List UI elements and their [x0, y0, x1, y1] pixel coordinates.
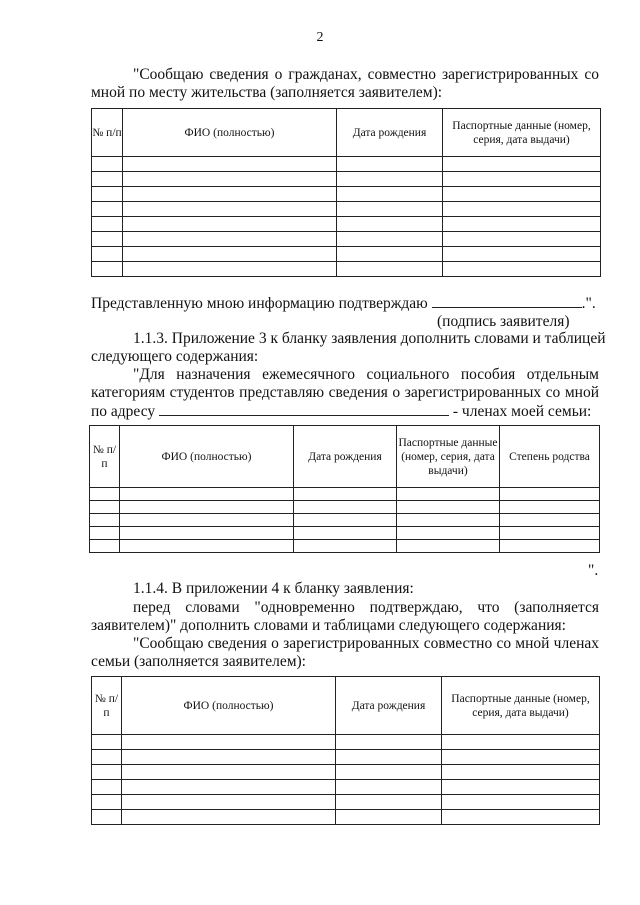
table-cell[interactable] [442, 750, 600, 765]
table-cell[interactable] [337, 157, 443, 172]
table-row [92, 202, 601, 217]
table-family-members [91, 676, 600, 825]
col-header-number: № п/п [92, 109, 123, 157]
table-cell[interactable] [123, 262, 337, 277]
table-cell[interactable] [92, 735, 122, 750]
address-tail: - членах моей семьи: [452, 403, 592, 420]
table-row [92, 795, 600, 810]
section1-line1: "Сообщаю сведения о гражданах, совместно зарегистрированных со [133, 66, 599, 83]
table-cell[interactable] [337, 232, 443, 247]
table-cell[interactable] [92, 750, 122, 765]
section3-line1: 1.1.4. В приложении 4 к бланку заявления: [133, 580, 414, 597]
table-cell[interactable] [397, 527, 500, 540]
table-cell[interactable] [442, 735, 600, 750]
table-row [90, 488, 600, 501]
table-cell[interactable] [500, 514, 600, 527]
col-header-passport: Паспортные данные (номер, серия, дата выдачи) [443, 109, 601, 157]
table-cell[interactable] [337, 217, 443, 232]
table-cell[interactable] [120, 527, 294, 540]
table2-end: ". [588, 562, 599, 579]
confirm-end: .". [581, 295, 596, 312]
table-cell[interactable] [123, 172, 337, 187]
table-cell[interactable] [92, 202, 123, 217]
table-cell[interactable] [122, 735, 336, 750]
table-cell[interactable] [92, 247, 123, 262]
table-cell[interactable] [442, 765, 600, 780]
col-header-birthdate: Дата рождения [336, 677, 442, 735]
table-cell[interactable] [337, 202, 443, 217]
table-cell[interactable] [337, 172, 443, 187]
table-cell[interactable] [443, 187, 601, 202]
table-cell[interactable] [294, 488, 397, 501]
section2-line4: категориям студентов представляю сведения о зарегистрированных со мной [91, 384, 599, 401]
table-cell[interactable] [397, 501, 500, 514]
table-cell[interactable] [443, 262, 601, 277]
table-row [90, 527, 600, 540]
section3-line4: "Сообщаю сведения о зарегистрированных совместно со мной членах [133, 635, 599, 652]
table-cell[interactable] [92, 795, 122, 810]
col-header-passport: Паспортные данные (номер, серия, дата выдачи) [442, 677, 600, 735]
table-cell[interactable] [336, 735, 442, 750]
table-cell[interactable] [122, 810, 336, 825]
table-citizens [91, 108, 601, 277]
table-cell[interactable] [123, 157, 337, 172]
table-row [90, 501, 600, 514]
section3-line3: заявителем)" дополнить словами и таблицами следующего содержания: [91, 617, 566, 634]
table-row [92, 750, 600, 765]
table-row [92, 217, 601, 232]
table-cell[interactable] [294, 527, 397, 540]
table-cell[interactable] [120, 488, 294, 501]
table-cell[interactable] [294, 514, 397, 527]
table-cell[interactable] [92, 157, 123, 172]
col-header-fio: ФИО (полностью) [122, 677, 336, 735]
table-cell[interactable] [336, 795, 442, 810]
table-cell[interactable] [92, 217, 123, 232]
table-cell[interactable] [92, 172, 123, 187]
table-cell[interactable] [92, 187, 123, 202]
table-cell[interactable] [120, 540, 294, 553]
table-family-students [89, 425, 600, 553]
table-cell[interactable] [90, 501, 120, 514]
table-cell[interactable] [443, 247, 601, 262]
section1-line2: мной по месту жительства (заполняется заявителем): [91, 84, 443, 101]
table-cell[interactable] [337, 262, 443, 277]
table-cell[interactable] [500, 527, 600, 540]
table-cell[interactable] [443, 232, 601, 247]
col-header-birthdate: Дата рождения [294, 426, 397, 488]
table-cell[interactable] [294, 501, 397, 514]
table-cell[interactable] [123, 202, 337, 217]
table-cell[interactable] [122, 795, 336, 810]
table-cell[interactable] [336, 765, 442, 780]
table-cell[interactable] [337, 247, 443, 262]
col-header-number: № п/п [92, 677, 122, 735]
table-cell[interactable] [122, 765, 336, 780]
section3-line2: перед словами "одновременно подтверждаю, что (заполняется [133, 599, 599, 616]
table-cell[interactable] [92, 765, 122, 780]
table-row [92, 735, 600, 750]
table-cell[interactable] [120, 501, 294, 514]
table-row [92, 232, 601, 247]
table-cell[interactable] [500, 540, 600, 553]
table-cell[interactable] [123, 217, 337, 232]
table-row [92, 157, 601, 172]
col-header-birthdate: Дата рождения [337, 109, 443, 157]
col-header-relation: Степень родства [500, 426, 600, 488]
table-cell[interactable] [500, 488, 600, 501]
col-header-passport: Паспортные данные (номер, серия, дата выдачи) [397, 426, 500, 488]
table-cell[interactable] [90, 527, 120, 540]
section2-line1: 1.1.3. Приложение 3 к бланку заявления дополнить словами и таблицей [133, 330, 606, 347]
table-cell[interactable] [443, 157, 601, 172]
table-row [92, 780, 600, 795]
col-header-number: № п/п [90, 426, 120, 488]
table-cell[interactable] [442, 810, 600, 825]
confirm-text: Представленную мною информацию подтверждаю [91, 295, 428, 312]
table-cell[interactable] [397, 488, 500, 501]
signature-caption: (подпись заявителя) [437, 313, 570, 330]
table-cell[interactable] [397, 514, 500, 527]
table-row [92, 172, 601, 187]
confirm-line [91, 294, 596, 313]
table-cell[interactable] [92, 232, 123, 247]
table-cell[interactable] [92, 780, 122, 795]
address-label: по адресу [91, 403, 156, 420]
table-row [92, 765, 600, 780]
table-cell[interactable] [120, 514, 294, 527]
table-row [92, 187, 601, 202]
table-cell[interactable] [443, 202, 601, 217]
table-cell[interactable] [123, 187, 337, 202]
table-row [92, 262, 601, 277]
table-cell[interactable] [442, 795, 600, 810]
table-cell[interactable] [443, 172, 601, 187]
table-cell[interactable] [500, 501, 600, 514]
table-cell[interactable] [442, 780, 600, 795]
table-cell[interactable] [90, 540, 120, 553]
table-cell[interactable] [90, 514, 120, 527]
col-header-fio: ФИО (полностью) [120, 426, 294, 488]
table-cell[interactable] [92, 262, 123, 277]
section2-line5 [91, 402, 591, 421]
section2-line3: "Для назначения ежемесячного социального пособия отдельным [133, 366, 599, 383]
table-cell[interactable] [337, 187, 443, 202]
col-header-fio: ФИО (полностью) [123, 109, 337, 157]
table-cell[interactable] [123, 232, 337, 247]
table-row [90, 514, 600, 527]
table-cell[interactable] [294, 540, 397, 553]
signature-blank[interactable] [432, 294, 582, 308]
table-cell[interactable] [443, 217, 601, 232]
table-cell[interactable] [336, 780, 442, 795]
section2-line2: следующего содержания: [91, 348, 259, 365]
table-row [92, 247, 601, 262]
table-cell[interactable] [336, 810, 442, 825]
table-cell[interactable] [92, 810, 122, 825]
table-cell[interactable] [90, 488, 120, 501]
table-row [90, 540, 600, 553]
table-cell[interactable] [123, 247, 337, 262]
table-cell[interactable] [122, 750, 336, 765]
address-blank[interactable] [159, 402, 449, 416]
page-number: 2 [316, 30, 324, 45]
table-cell[interactable] [122, 780, 336, 795]
table-cell[interactable] [336, 750, 442, 765]
table-row [92, 810, 600, 825]
table-cell[interactable] [397, 540, 500, 553]
section3-line5: семьи (заполняется заявителем): [91, 653, 306, 670]
